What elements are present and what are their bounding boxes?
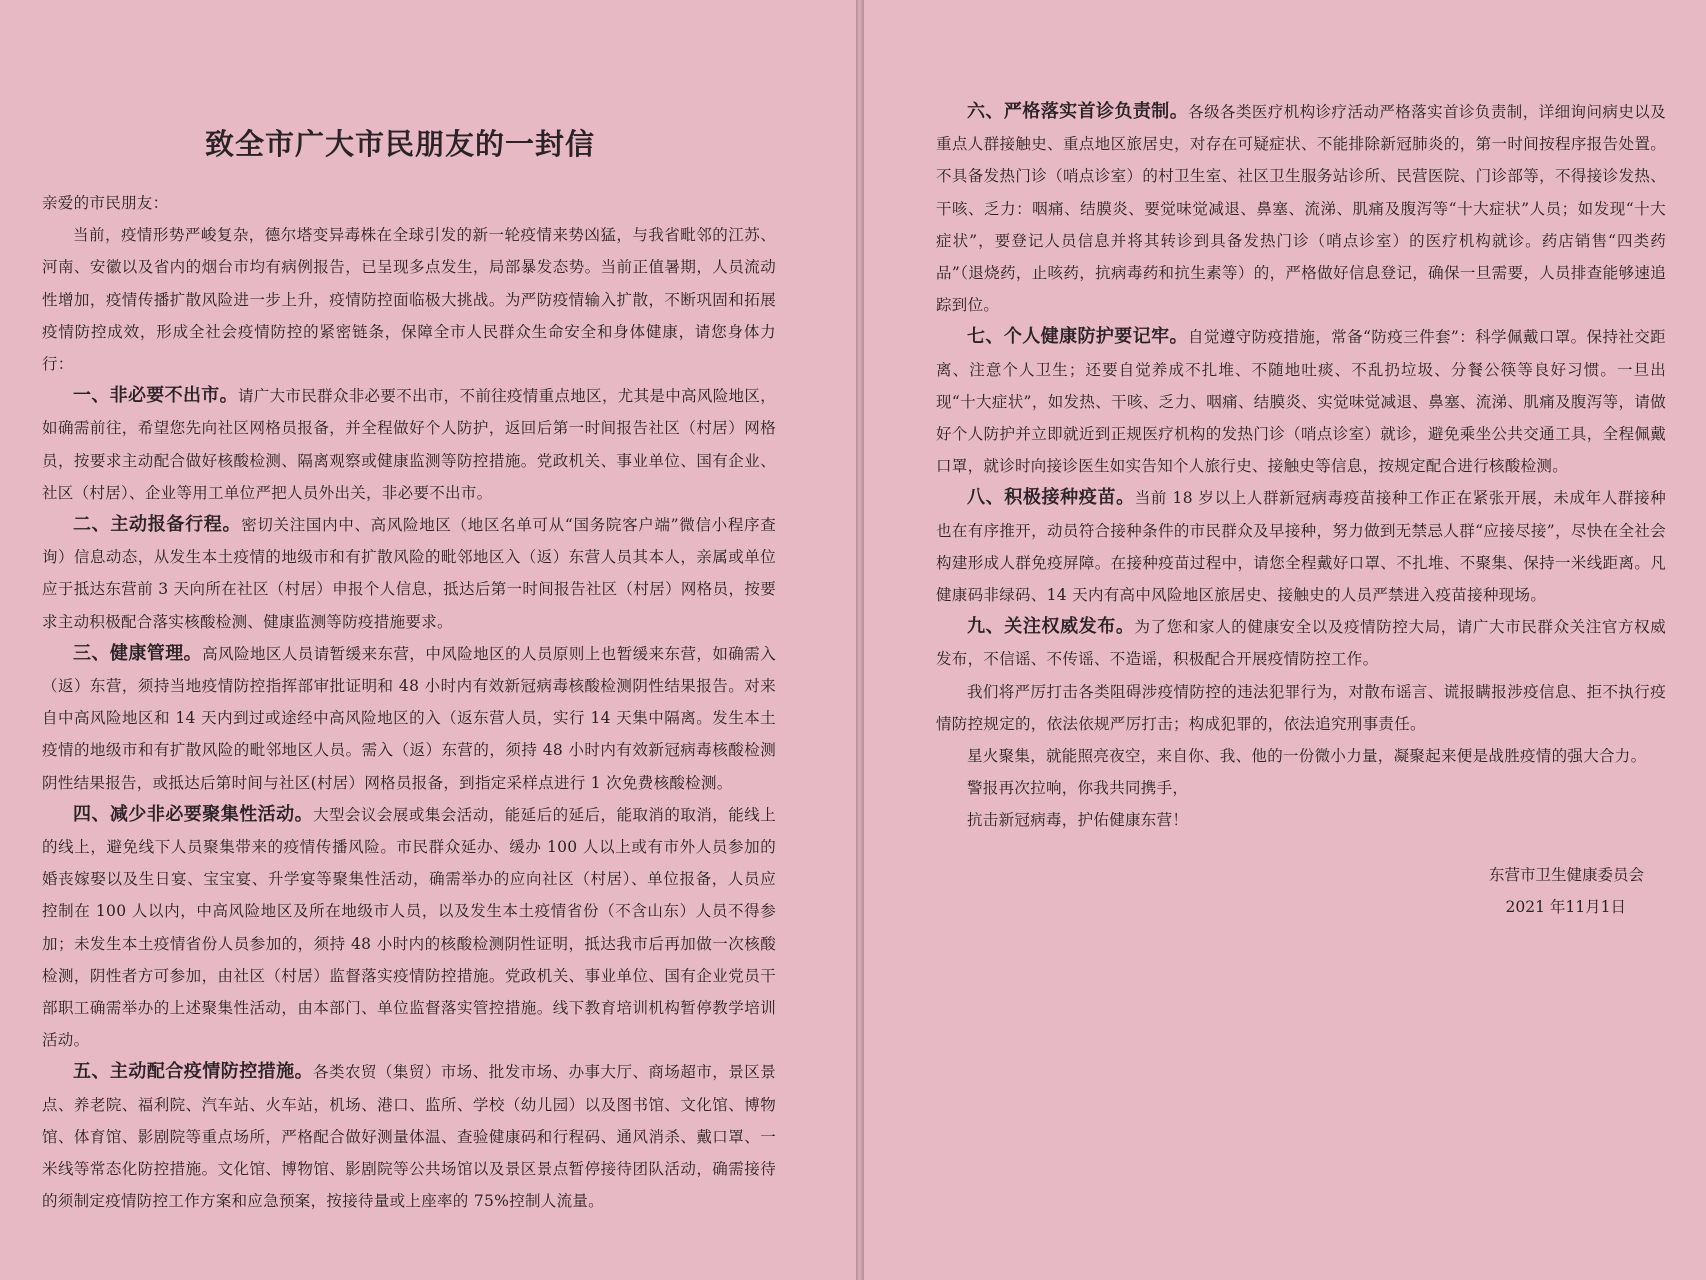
section-body: 为了您和家人的健康安全以及疫情防控大局，请广大市民群众关注官方权威发布，不信谣、不传谣、不造谣，积极配合开展疫情防控工作。 xyxy=(936,618,1666,669)
section-2 xyxy=(42,509,776,638)
section-heading: 三、健康管理。 xyxy=(73,642,203,664)
signature-org: 东营市卫生健康委员会 xyxy=(1488,865,1644,884)
section-3 xyxy=(42,638,776,799)
section-heading: 八、积极接种疫苗。 xyxy=(967,487,1135,509)
right-page xyxy=(864,0,1706,1280)
section-body: 请广大市民群众非必要不出市，不前往疫情重点地区，尤其是中高风险地区，如确需前往，希望您先向社区网格员报备，并全程做好个人防护，返回后第一时间报告社区（村居）网格员，按要求主动配合做好核酸检测、隔离观察或健康监测等防控措施。党政机关、事业单位、国有企业、社区（村居）、企业等用工单位严把人员外出关，非必要不出市。 xyxy=(42,387,776,502)
page-fold xyxy=(856,0,864,1280)
section-body: 高风险地区人员请暂缓来东营，中风险地区的人员原则上也暂缓来东营，如确需入（返）东营，须持当地疫情防控指挥部审批证明和 48 小时内有效新冠病毒核酸检测阴性结果报告。对来自中高风险地区和 14 天内到过或途经中高风险地区的入（返东营人员，实行 14 天集中隔离。发生本土疫情的地级市和有扩散风险的毗邻地区人员。需入（返）东营的，须持 48 小时内有效新冠病毒核酸检测阴性结果报告，或抵达后第时间与社区(村居）网格员报备，到指定采样点进行 1 次免费核酸检测。 xyxy=(42,644,776,792)
section-heading: 七、个人健康防护要记牢。 xyxy=(967,326,1188,348)
section-7 xyxy=(936,321,1666,482)
section-body: 各类农贸（集贸）市场、批发市场、办事大厅、商场超市，景区景点、养老院、福利院、汽车站、火车站，机场、港口、监所、学校（幼儿园）以及图书馆、文化馆、博物馆、体育馆、影剧院等重点场所，严格配合做好测量体温、查验健康码和行程码、通风消杀、戴口罩、一米线等常态化防控措施。文化馆、博物馆、影剧院等公共场馆以及景区景点暂停接待团队活动，确需接待的须制定疫情防控工作方案和应急预案，按接待量或上座率的 75%控制人流量。 xyxy=(42,1063,777,1211)
section-heading: 五、主动配合疫情防控措施。 xyxy=(73,1061,314,1083)
section-heading: 一、非必要不出市。 xyxy=(73,385,238,407)
section-heading: 六、严格落实首诊负责制。 xyxy=(967,101,1189,122)
section-body: 密切关注国内中、高风险地区（地区名单可从“国务院客户端”微信小程序查询）信息动态，从发生本土疫情的地级市和有扩散风险的毗邻地区入（返）东营人员其本人，亲属或单位应于抵达东营前 3 天向所在社区（村居）申报个人信息，抵达后第一时间报告社区（村居）网格员，按要求主动积极配合落实核酸检测、健康监测等防疫措施要求。 xyxy=(42,516,776,631)
section-body: 各级各类医疗机构诊疗活动严格落实首诊负责制，详细询问病史以及重点人群接触史、重点地区旅居史，对存在可疑症状、不能排除新冠肺炎的，第一时间按程序报告处置。不具备发热门诊（哨点诊室）的村卫生室、社区卫生服务站诊所、民营医院、门诊部等，不得接诊发热、干咳、乏力：咽痛、结膜炎、要觉味觉减退、鼻塞、流涕、肌痛及腹泻等“十大症状”人员；如发现“十大症状”，要登记人员信息并将其转诊到具备发热门诊（哨点诊室）的医疗机构就诊。药店销售“四类药品”（退烧药，止咳药，抗病毒药和抗生素等）的，严格做好信息登记，确保一旦需要，人员排查能够速追踪到位。 xyxy=(936,103,1666,315)
section-body: 当前 18 岁以上人群新冠病毒疫苗接种工作正在紧张开展，未成年人群接种也在有序推开，动员符合接种条件的市民群众及早接种，努力做到无禁忌人群“应接尽接”，尽快在全社会构建形成人群免疫屏障。在接种疫苗过程中，请您全程戴好口罩、不扎堆、不聚集、保持一米线距离。凡健康码非绿码、14 天内有高中风险地区旅居史、接触史的人员严禁进入疫苗接种现场。 xyxy=(936,489,1666,605)
section-heading: 二、主动报备行程。 xyxy=(73,514,242,536)
section-8 xyxy=(936,482,1666,611)
signature-date: 2021 年11月1日 xyxy=(1505,897,1626,916)
signature-block xyxy=(936,859,1666,923)
intro-paragraph: 当前，疫情形势严峻复杂，德尔塔变异毒株在全球引发的新一轮疫情来势凶猛，与我省毗邻的江苏、河南、安徽以及省内的烟台市均有病例报告，已呈现多点发生，局部暴发态势。当前正值暑期，人员流动性增加，疫情传播扩散风险进一步上升，疫情防控面临极大挑战。为严防疫情输入扩散，不断巩固和拓展疫情防控成效，形成全社会疫情防控的紧密链条，保障全市人民群众生命安全和身体健康，请您身体力行： xyxy=(42,226,776,374)
section-heading: 四、减少非必要聚集性活动。 xyxy=(73,803,314,825)
closing-line: 抗击新冠病毒，护佑健康东营！ xyxy=(967,811,1189,830)
letter-title: 致全市广大市民朋友的一封信 xyxy=(205,127,596,161)
section-1 xyxy=(42,380,776,509)
section-heading: 九、关注权威发布。 xyxy=(967,616,1135,638)
section-4 xyxy=(42,799,776,1057)
section-body: 大型会议会展或集会活动，能延后的延后，能取消的取消，能线上的线上，避免线下人员聚集带来的疫情传播风险。市民群众延办、缓办 100 人以上或有市外人员参加的婚丧嫁娶以及生日宴、宝宝宴、升学宴等聚集性活动，确需举办的应向社区（村居）、单位报备，人员应控制在 100 人以内，中高风险地区及所在地级市人员，以及发生本土疫情省份（不含山东）人员不得参加；未发生本土疫情省份人员参加的，须持 48 小时内的核酸检测阴性证明，抵达我市后再加做一次核酸检测，阴性者方可参加，由社区（村居）监督落实疫情防控措施。党政机关、事业单位、国有企业党员干部职工确需举办的上述聚集性活动，由本部门、单位监督落实管控措施。线下教育培训机构暂停教学培训活动。 xyxy=(42,805,777,1050)
closing-paragraph: 我们将严厉打击各类阻碍涉疫情防控的违法犯罪行为，对散布谣言、谎报瞒报涉疫信息、拒不执行疫情防控规定的，依法依规严厉打击；构成犯罪的，依法追究刑事责任。 xyxy=(936,682,1666,733)
closing-line: 警报再次拉响，你我共同携手， xyxy=(967,779,1189,798)
section-5-start xyxy=(42,1056,776,1217)
section-6 xyxy=(936,96,1666,321)
greeting: 亲爱的市民朋友： xyxy=(42,194,169,212)
closing-paragraph: 星火聚集，就能照亮夜空，来自你、我、他的一份微小力量，凝聚起来便是战胜疫情的强大合力。 xyxy=(967,747,1647,766)
section-9 xyxy=(936,611,1666,675)
section-body: 自觉遵守防疫措施，常备“防疫三件套”：科学佩戴口罩。保持社交距离、注意个人卫生；还要自觉养成不扎堆、不随地吐痰、不乱扔垃圾、分餐公筷等良好习惯。一旦出现“十大症状”，如发热、干咳、乏力、咽痛、结膜炎、实觉味觉减退、鼻塞、流涕、肌痛及腹泻等，请做好个人防护并立即就近到正规医疗机构的发热门诊（哨点诊室）就诊，避免乘坐公共交通工具，全程佩戴口罩，就诊时向接诊医生如实告知个人旅行史、接触史等信息，按规定配合进行核酸检测。 xyxy=(936,328,1666,476)
